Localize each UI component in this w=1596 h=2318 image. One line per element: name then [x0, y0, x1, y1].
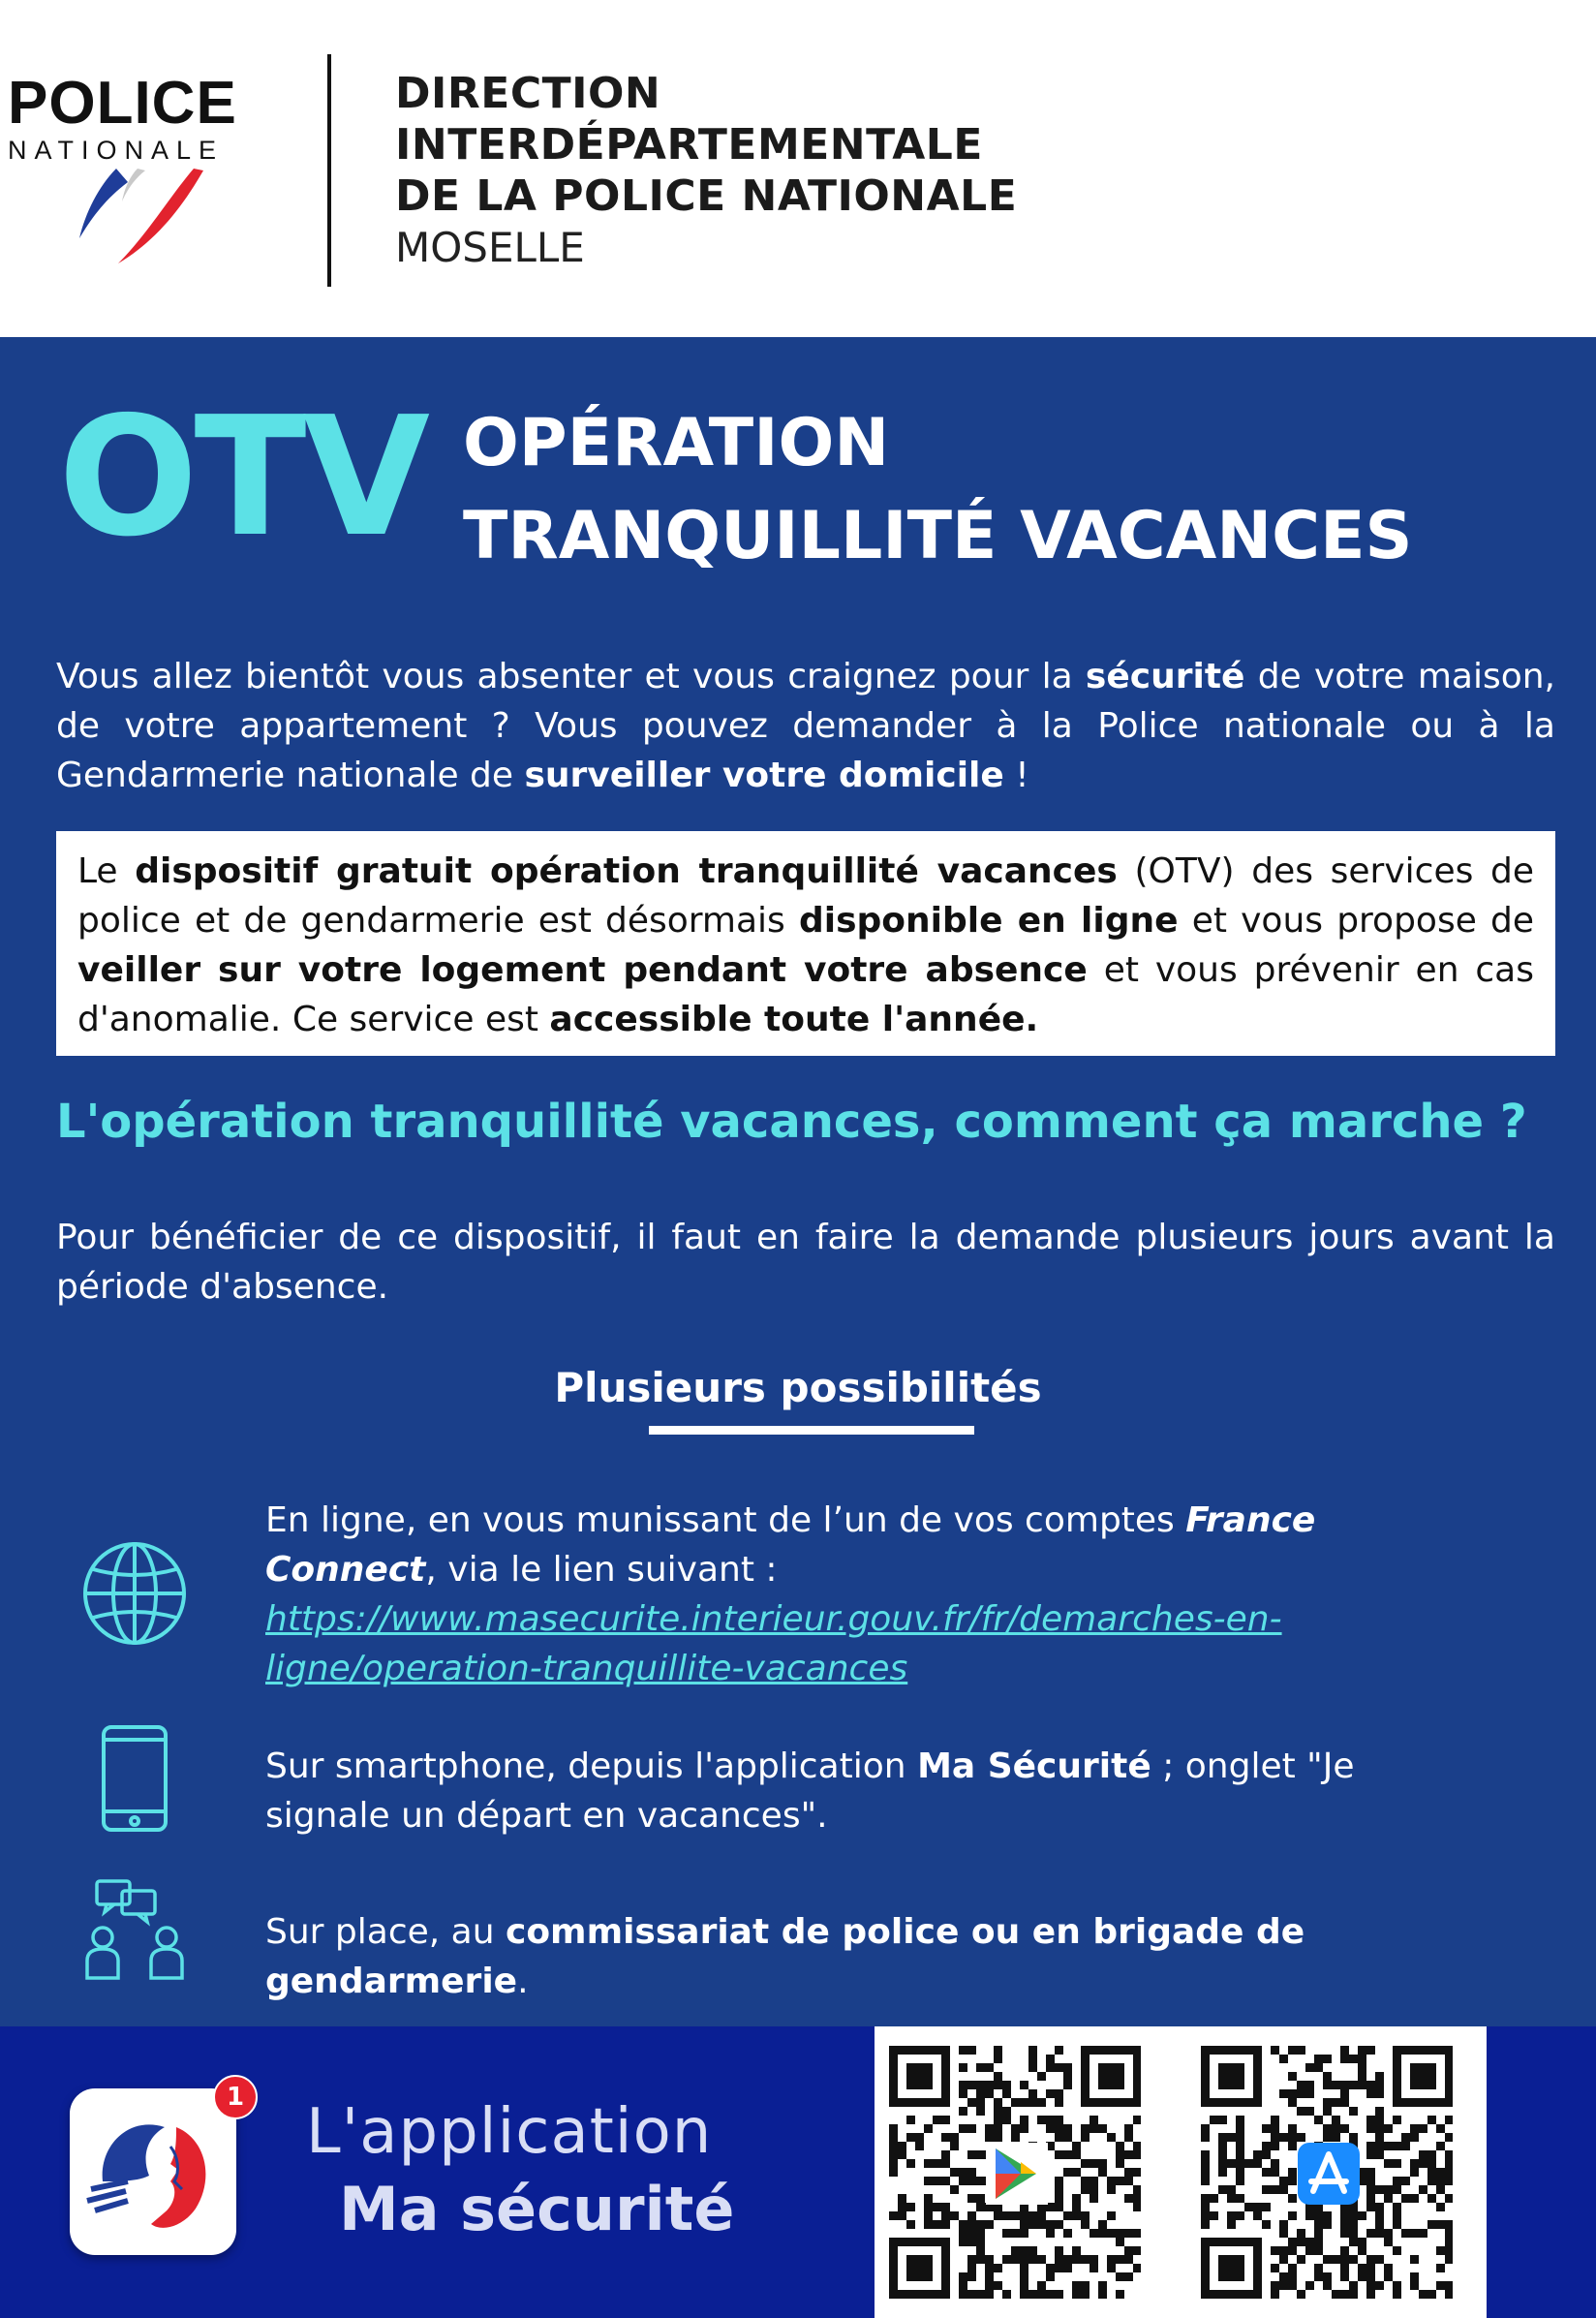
how-it-works-heading: L'opération tranquillité vacances, comment ça marche ?: [56, 1095, 1527, 1149]
how-it-works-text: Pour bénéficier de ce dispositif, il faut en faire la demande plusieurs jours avant la période d'absence.: [56, 1218, 1555, 1307]
smartphone-text: ; onglet "Je signale un départ en vacances".: [265, 1746, 1355, 1836]
onsite-text: Sur place, au: [265, 1912, 506, 1952]
onsite-bold: commissariat de police ou en brigade de gendarmerie: [265, 1912, 1305, 2001]
smartphone-option-text: [265, 1742, 1486, 1840]
google-play-qr-code[interactable]: [889, 2046, 1141, 2300]
smartphone-icon: [101, 1724, 169, 1833]
ma-securite-app-icon[interactable]: [70, 2088, 236, 2255]
online-option-text: [265, 1496, 1486, 1693]
otv-acronym: OTV: [58, 382, 427, 573]
online-text: En ligne, en vous munissant de l’un de vos comptes: [265, 1500, 1186, 1540]
intro-paragraph: [56, 652, 1555, 800]
possibilities-heading: Plusieurs possibilités: [554, 1364, 1042, 1411]
intro-text: Vous allez bientôt vous absenter et vous craignez pour la: [56, 657, 1086, 696]
police-nationale-logo: [8, 70, 269, 166]
online-text: , via le lien suivant :: [425, 1550, 778, 1590]
operation-title-line1: OPÉRATION: [463, 405, 890, 481]
app-store-qr-code[interactable]: [1201, 2046, 1453, 2300]
smartphone-text: Sur smartphone, depuis l'application: [265, 1746, 918, 1786]
direction-title: [395, 68, 1017, 273]
france-connect-label: France Connect: [265, 1500, 1316, 1590]
box-bold: accessible toute l'année.: [549, 1000, 1039, 1039]
header-divider: [327, 54, 331, 287]
app-label-line1: L'application: [306, 2096, 713, 2168]
box-text: et vous propose de: [1178, 901, 1535, 941]
operation-title-line2: TRANQUILLITÉ VACANCES: [463, 498, 1413, 574]
box-text: (OTV) des services de police et de gendarmerie est désormais: [77, 851, 1535, 941]
info-box: [56, 831, 1555, 1056]
marianne-icon: [70, 2088, 236, 2255]
otv-online-link[interactable]: https://www.masecurite.interieur.gouv.fr/fr/demarches-en-ligne/operation-tranquillite-vacances: [265, 1599, 1282, 1688]
logo-police-text: POLICE: [8, 70, 237, 137]
info-box-text: [77, 847, 1534, 1044]
department-name: MOSELLE: [395, 224, 585, 271]
tricolor-flag-icon: [77, 167, 213, 283]
box-text: Le: [77, 851, 136, 891]
ma-securite-label: Ma Sécurité: [917, 1746, 1151, 1786]
header: [0, 0, 1596, 337]
globe-icon: [81, 1540, 188, 1647]
box-text: et vous prévenir en cas d'anomalie. Ce service est: [77, 950, 1534, 1039]
logo-nationale-text: NATIONALE: [8, 136, 225, 165]
intro-bold: surveiller votre domicile: [524, 756, 1004, 795]
onsite-option-text: [265, 1907, 1486, 2006]
intro-bold: sécurité: [1085, 657, 1245, 696]
notification-badge: 1: [213, 2075, 258, 2119]
direction-line: DIRECTION: [395, 69, 661, 118]
direction-line: INTERDÉPARTEMENTALE: [395, 120, 983, 170]
direction-line: DE LA POLICE NATIONALE: [395, 171, 1018, 221]
intro-text: de votre maison, de votre appartement ? Vous pouvez demander à la Police nationale ou à la Gendarmerie nationale de: [56, 657, 1555, 795]
possibilities-underline: [649, 1426, 974, 1435]
box-bold: dispositif gratuit opération tranquillité vacances: [135, 851, 1118, 891]
box-bold: veiller sur votre logement pendant votre absence: [77, 950, 1088, 990]
operation-title: [463, 397, 1413, 583]
app-label-line2: Ma sécurité: [339, 2174, 735, 2244]
intro-text: !: [1003, 756, 1029, 795]
box-bold: disponible en ligne: [798, 901, 1179, 941]
people-conversation-icon: [83, 1877, 188, 1982]
onsite-text: .: [517, 1962, 529, 2001]
